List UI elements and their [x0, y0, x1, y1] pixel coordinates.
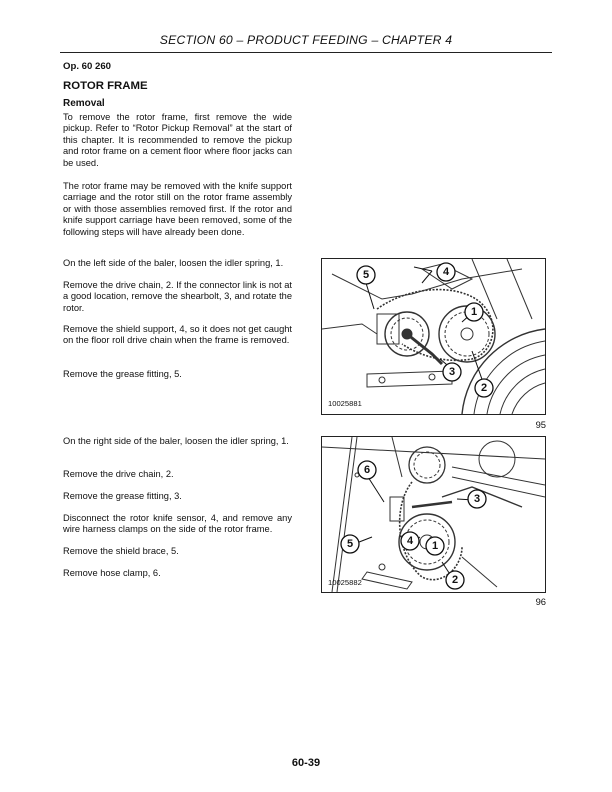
callout-1: [426, 537, 444, 555]
header-rule: [60, 52, 552, 53]
right-step: Remove the drive chain, 2.: [63, 469, 174, 479]
left-step: Remove the drive chain, 2. If the connector link is not at a good location, remove the shearbolt, 3, and rotate the rotor.: [63, 280, 292, 313]
subsection-title: Removal: [63, 98, 105, 109]
svg-text:1: 1: [470, 306, 478, 318]
left-step: Remove the grease fitting, 5.: [63, 369, 182, 379]
page-number: 60-39: [291, 757, 321, 769]
svg-text:2: 2: [480, 382, 488, 394]
figure-number: 95: [535, 419, 546, 430]
svg-text:5: 5: [362, 269, 370, 281]
right-step: Remove the shield brace, 5.: [63, 546, 179, 556]
callout-2: [446, 571, 464, 589]
figure-96-illustration: [321, 436, 546, 593]
intro-paragraph: To remove the rotor frame, first remove the wide pickup. Refer to “Rotor Pickup Removal” at the start of this chapter. It is recommended to remove the pickup and rotor frame on a cement floor where floor jacks can be used.: [63, 112, 292, 168]
callout-4: [401, 532, 419, 550]
callout-1: [465, 303, 483, 321]
figure-code: 10025881: [328, 399, 362, 408]
callout-3: [443, 363, 461, 381]
svg-text:5: 5: [346, 538, 354, 550]
figure-95-illustration: [321, 258, 546, 415]
intro-paragraph: The rotor frame may be removed with the knife support carriage and the rotor still on the rotor frame assembly or with those assemblies removed first. If the rotor and knife support carriage have been removed, some of the following steps will have already been done.: [63, 181, 292, 237]
left-step: Remove the shield support, 4, so it does not get caught on the floor roll drive chain when the frame is removed.: [63, 324, 292, 346]
callout-2: [475, 379, 493, 397]
svg-text:2: 2: [451, 574, 459, 586]
left-step: On the left side of the baler, loosen the idler spring, 1.: [63, 258, 284, 268]
right-step: Remove the grease fitting, 3.: [63, 491, 182, 501]
callout-4: [437, 263, 455, 281]
callout-5: [357, 266, 375, 284]
section-title: ROTOR FRAME: [63, 80, 148, 92]
svg-text:4: 4: [406, 535, 414, 547]
svg-text:1: 1: [431, 540, 439, 552]
svg-text:6: 6: [363, 464, 371, 476]
svg-text:4: 4: [442, 266, 450, 278]
callout-6: [358, 461, 376, 479]
svg-text:3: 3: [473, 493, 481, 505]
figure-code: 10025882: [328, 578, 362, 587]
section-header: SECTION 60 – PRODUCT FEEDING – CHAPTER 4: [159, 33, 453, 47]
callout-3: [468, 490, 486, 508]
callout-5: [341, 535, 359, 553]
right-step: Disconnect the rotor knife sensor, 4, and remove any wire harness clamps on the side of the rotor frame.: [63, 513, 292, 535]
right-step: Remove hose clamp, 6.: [63, 568, 161, 578]
figure-number: 96: [535, 596, 546, 607]
op-number: Op. 60 260: [63, 61, 111, 72]
svg-text:3: 3: [448, 366, 456, 378]
right-step: On the right side of the baler, loosen the idler spring, 1.: [63, 436, 289, 446]
